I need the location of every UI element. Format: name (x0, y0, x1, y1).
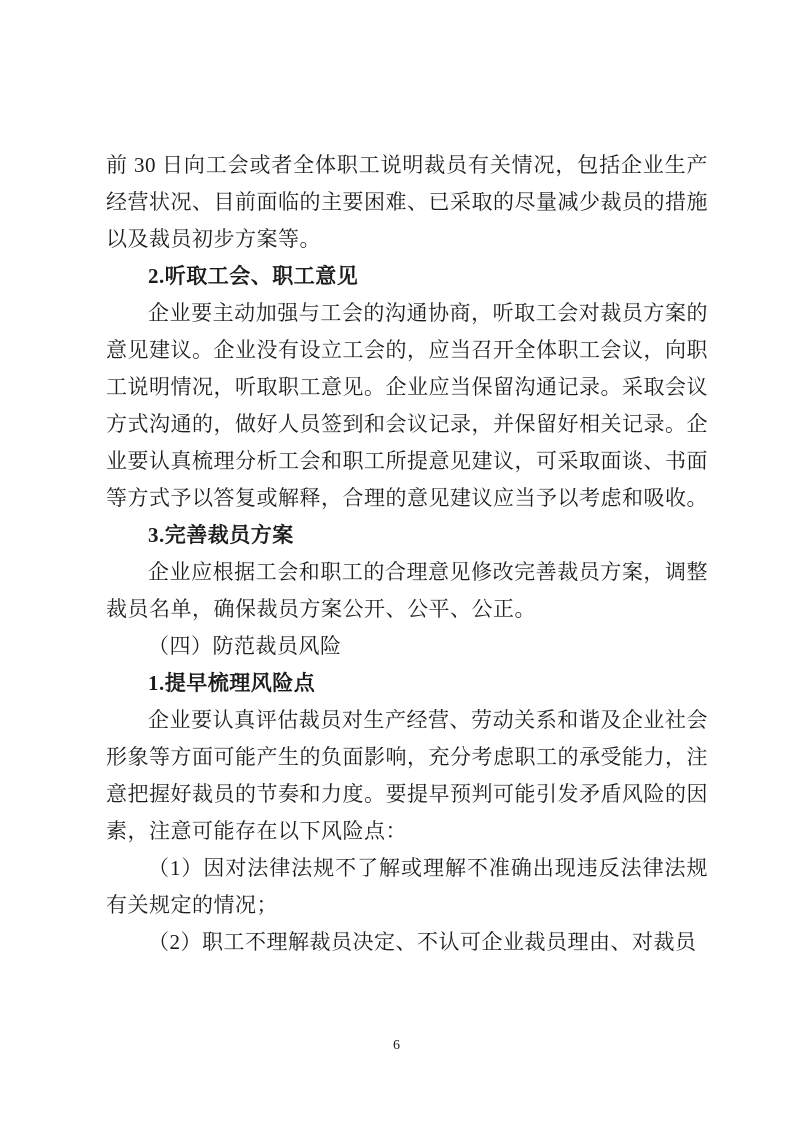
document-body (106, 147, 708, 961)
page-number: 6 (393, 1038, 400, 1053)
paragraph: 企业要认真评估裁员对生产经营、劳动关系和谐及企业社会形象等方面可能产生的负面影响，充分考虑职工的承受能力，注意把握好裁员的节奏和力度。要提早预判可能引发矛盾风险的因素，注意可能存在以下风险点： (106, 708, 708, 843)
list-item-risk-2: （2）职工不理解裁员决定、不认可企业裁员理由、对裁员 (148, 930, 697, 954)
paragraph: 企业要主动加强与工会的沟通协商，听取工会对裁员方案的意见建议。企业没有设立工会的，应当召开全体职工会议，向职工说明情况，听取职工意见。企业应当保留沟通记录。采取会议方式沟通的，做好人员签到和会议记录，并保留好相关记录。企业要认真梳理分析工会和职工所提意见建议，可采取面谈、书面等方式予以答复或解释，合理的意见建议应当予以考虑和吸收。 (106, 301, 708, 510)
list-item-risk-1: （1）因对法律法规不了解或理解不准确出现违反法律法规有关规定的情况； (106, 856, 708, 917)
paragraph: 企业应根据工会和职工的合理意见修改完善裁员方案，调整裁员名单，确保裁员方案公开、公平、公正。 (106, 560, 708, 621)
section-heading-sort-risk-points: 1.提早梳理风险点 (148, 671, 316, 695)
paragraph-continuation: 前 30 日向工会或者全体职工说明裁员有关情况，包括企业生产经营状况、目前面临的主要困难、已采取的尽量减少裁员的措施以及裁员初步方案等。 (106, 153, 708, 251)
section-heading-prevent-risk: （四）防范裁员风险 (148, 634, 342, 658)
section-heading-listen-opinions: 2.听取工会、职工意见 (148, 264, 359, 288)
section-heading-improve-plan: 3.完善裁员方案 (148, 523, 294, 547)
